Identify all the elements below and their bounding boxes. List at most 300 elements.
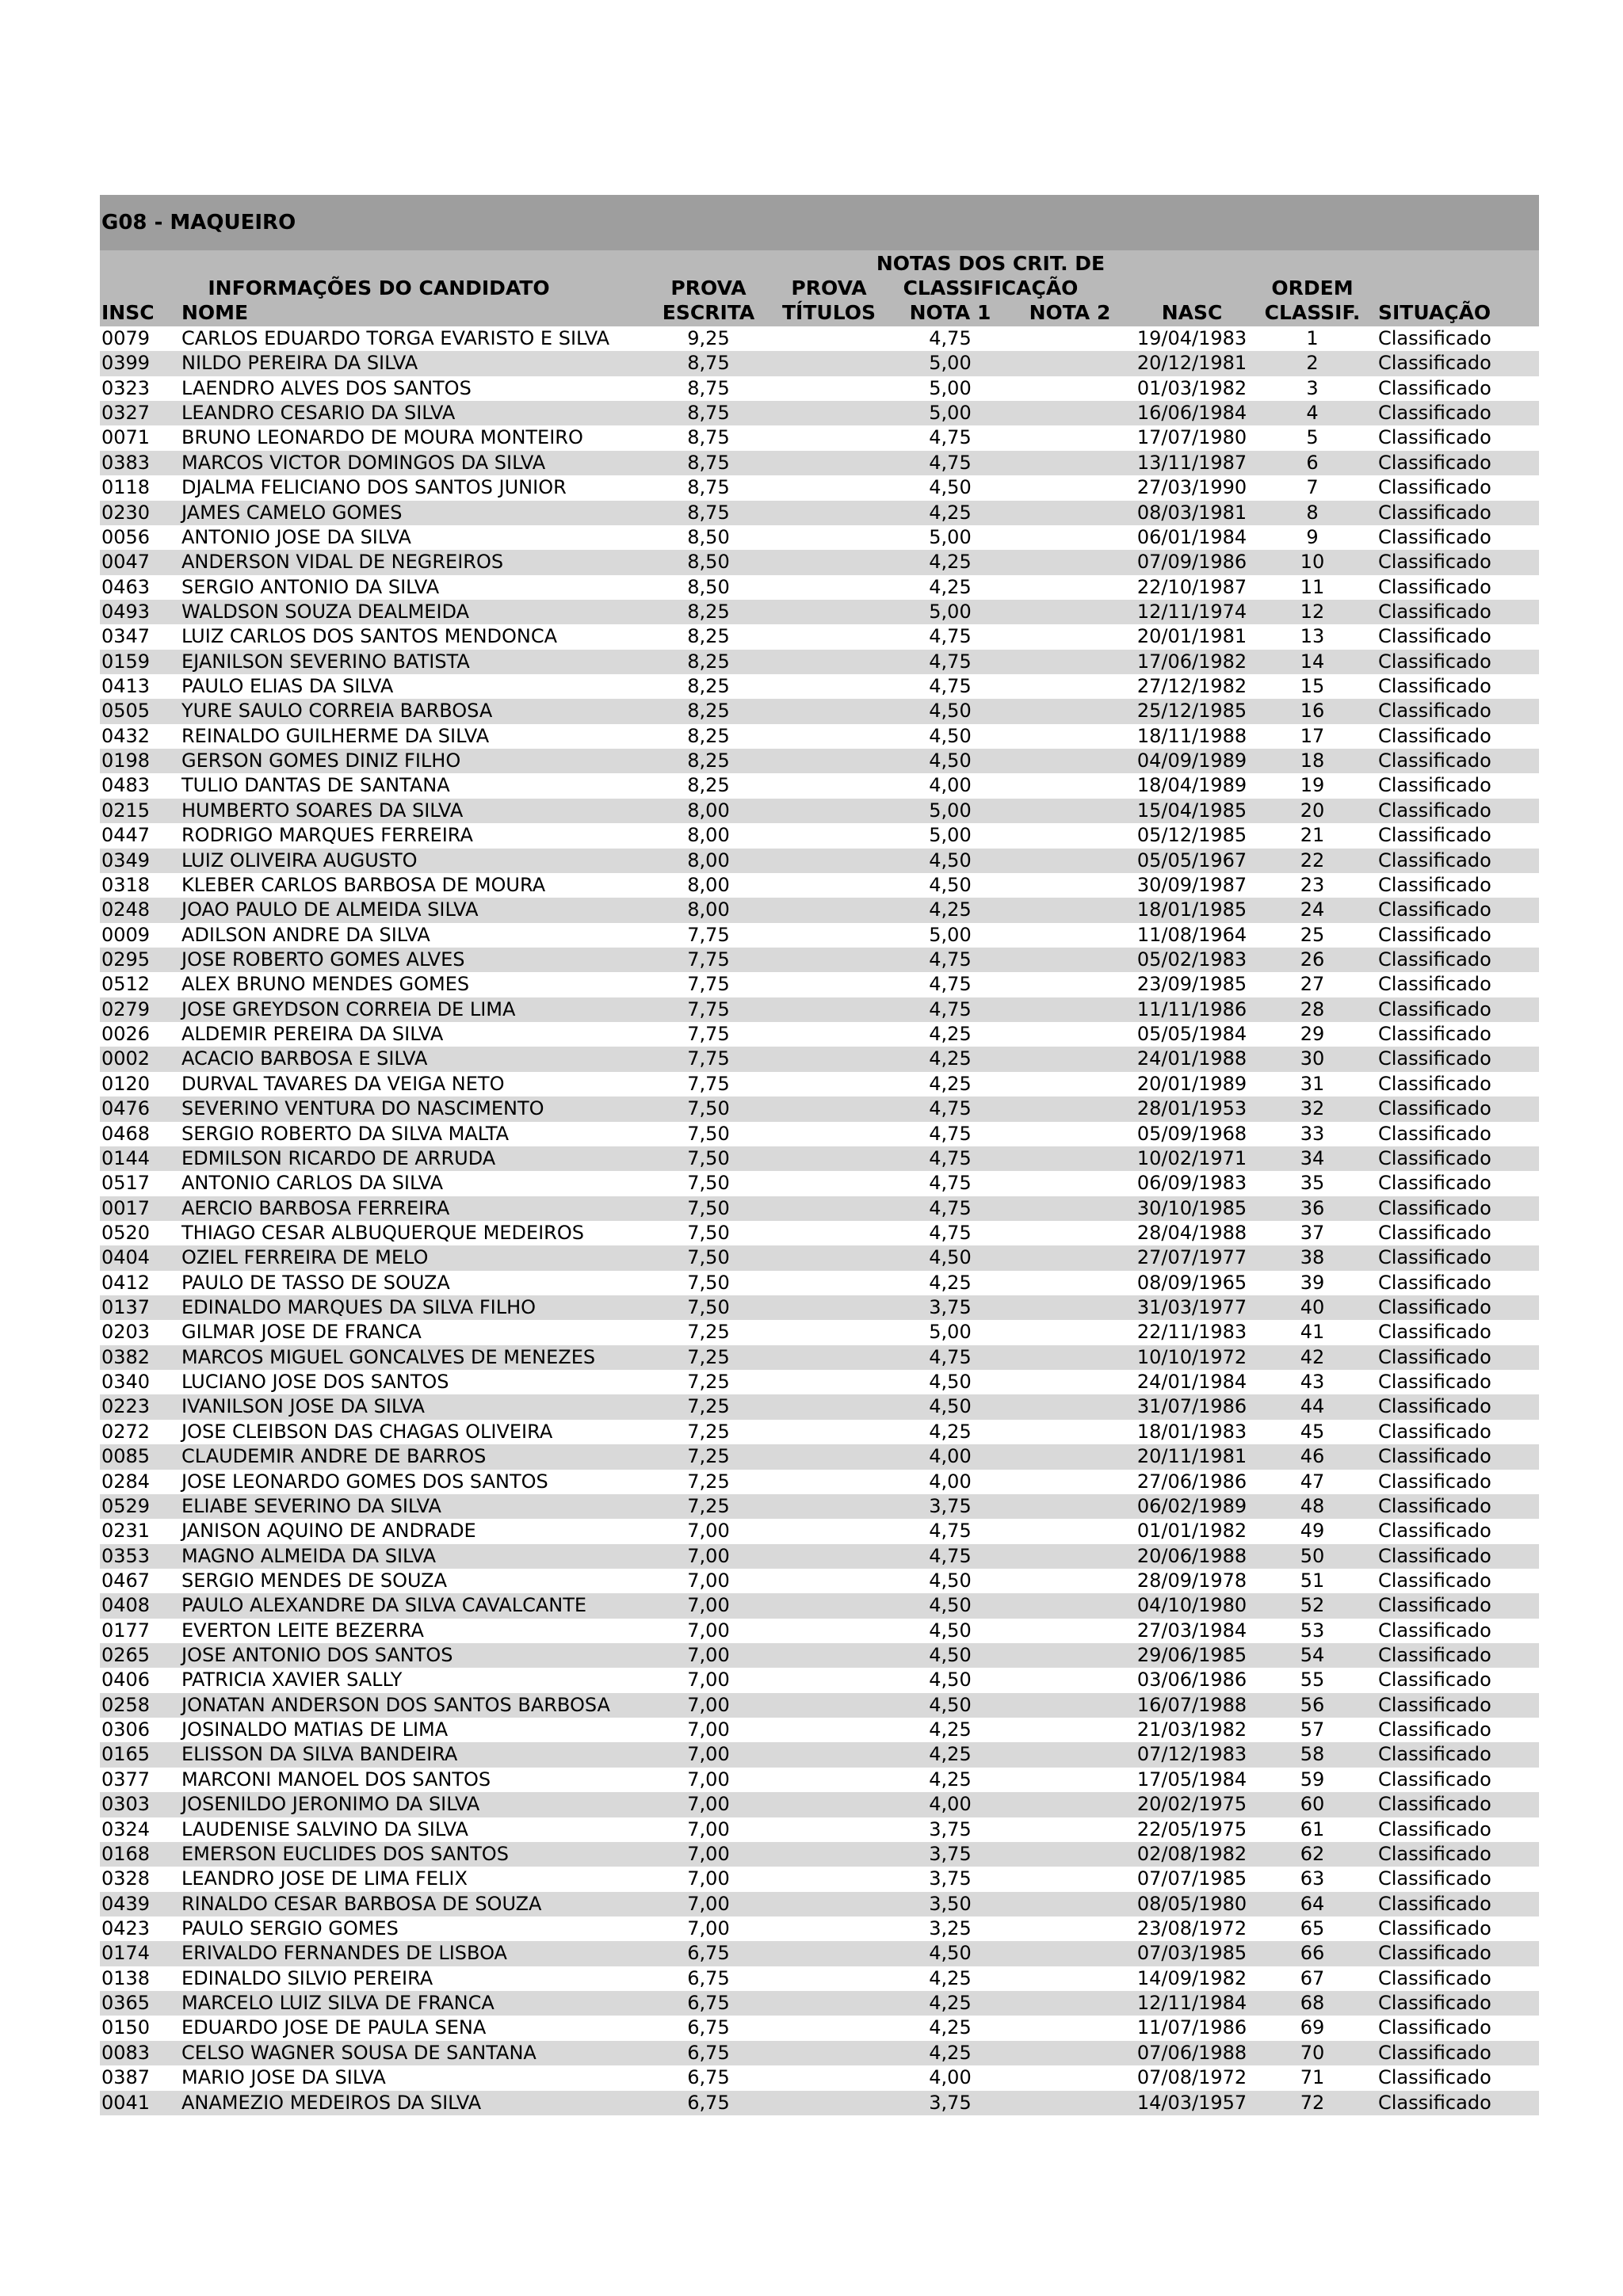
cell-situacao: Classificado xyxy=(1378,1569,1491,1592)
cell-nota1: 4,75 xyxy=(929,625,972,648)
cell-ordem-classif: 24 xyxy=(1300,898,1325,921)
cell-ordem-classif: 70 xyxy=(1300,2041,1325,2064)
cell-insc: 0295 xyxy=(101,948,151,971)
cell-nasc: 28/09/1978 xyxy=(1136,1569,1247,1592)
cell-ordem-classif: 37 xyxy=(1300,1221,1325,1244)
cell-nota1: 4,25 xyxy=(929,1271,972,1294)
cell-nome: CELSO WAGNER SOUSA DE SANTANA xyxy=(181,2041,537,2064)
cell-prova-escrita: 7,00 xyxy=(687,1718,730,1741)
cell-nasc: 27/03/1984 xyxy=(1136,1619,1247,1642)
cell-nota1: 4,75 xyxy=(929,973,972,996)
cell-ordem-classif: 20 xyxy=(1300,799,1325,822)
cell-insc: 0318 xyxy=(101,873,151,896)
cell-nota1: 4,25 xyxy=(929,1992,972,2015)
table-row xyxy=(100,451,1539,475)
cell-insc: 0137 xyxy=(101,1296,151,1319)
cell-nome: LUIZ OLIVEIRA AUGUSTO xyxy=(181,849,418,871)
cell-nota1: 4,50 xyxy=(929,1371,972,1394)
cell-insc: 0408 xyxy=(101,1594,151,1617)
cell-ordem-classif: 46 xyxy=(1300,1445,1325,1468)
cell-situacao: Classificado xyxy=(1378,898,1491,921)
cell-nota1: 3,75 xyxy=(929,1867,972,1890)
cell-nota1: 4,25 xyxy=(929,2041,972,2064)
table-row xyxy=(100,1097,1539,1121)
cell-situacao: Classificado xyxy=(1378,1047,1491,1070)
table-row xyxy=(100,948,1539,972)
cell-nasc: 14/09/1982 xyxy=(1136,1966,1247,1989)
cell-nasc: 19/04/1983 xyxy=(1136,327,1247,349)
cell-nome: IVANILSON JOSE DA SILVA xyxy=(181,1395,425,1418)
cell-nasc: 04/10/1980 xyxy=(1136,1594,1247,1617)
cell-nota1: 4,50 xyxy=(929,724,972,747)
cell-nasc: 11/11/1986 xyxy=(1136,997,1247,1020)
cell-ordem-classif: 43 xyxy=(1300,1371,1325,1394)
table-row xyxy=(100,1370,1539,1394)
cell-insc: 0047 xyxy=(101,551,151,574)
cell-prova-escrita: 7,00 xyxy=(687,1867,730,1890)
cell-ordem-classif: 64 xyxy=(1300,1892,1325,1915)
table-row xyxy=(100,1444,1539,1469)
cell-insc: 0467 xyxy=(101,1569,151,1592)
cell-situacao: Classificado xyxy=(1378,2091,1491,2114)
cell-situacao: Classificado xyxy=(1378,1842,1491,1865)
header-prova-escrita-line2: ESCRITA xyxy=(662,301,755,324)
cell-insc: 0520 xyxy=(101,1221,151,1244)
cell-nasc: 05/02/1983 xyxy=(1136,948,1247,971)
cell-situacao: Classificado xyxy=(1378,551,1491,574)
header-nome: NOME xyxy=(181,301,249,324)
table-header xyxy=(100,250,1539,326)
cell-nome: SERGIO ROBERTO DA SILVA MALTA xyxy=(181,1122,510,1145)
cell-nasc: 05/09/1968 xyxy=(1136,1122,1247,1145)
cell-insc: 0404 xyxy=(101,1246,151,1269)
cell-prova-escrita: 7,00 xyxy=(687,1892,730,1915)
table-row xyxy=(100,1221,1539,1245)
cell-nota1: 4,25 xyxy=(929,2016,972,2039)
table-row xyxy=(100,1619,1539,1643)
cell-insc: 0231 xyxy=(101,1520,151,1543)
cell-insc: 0399 xyxy=(101,352,151,375)
cell-ordem-classif: 65 xyxy=(1300,1917,1325,1939)
cell-ordem-classif: 9 xyxy=(1306,525,1319,548)
cell-insc: 0083 xyxy=(101,2041,151,2064)
cell-prova-escrita: 8,00 xyxy=(687,898,730,921)
cell-nasc: 30/09/1987 xyxy=(1136,873,1247,896)
cell-nota1: 3,25 xyxy=(929,1917,972,1939)
cell-prova-escrita: 7,00 xyxy=(687,1669,730,1691)
cell-nota1: 5,00 xyxy=(929,923,972,946)
cell-insc: 0215 xyxy=(101,799,151,822)
cell-situacao: Classificado xyxy=(1378,1892,1491,1915)
cell-ordem-classif: 47 xyxy=(1300,1470,1325,1493)
cell-nota1: 4,50 xyxy=(929,476,972,499)
cell-nome: ELISSON DA SILVA BANDEIRA xyxy=(181,1743,458,1766)
cell-nota1: 4,00 xyxy=(929,774,972,797)
cell-prova-escrita: 7,00 xyxy=(687,1569,730,1592)
cell-nota1: 4,50 xyxy=(929,873,972,896)
cell-nasc: 20/02/1975 xyxy=(1136,1793,1247,1816)
cell-nasc: 28/04/1988 xyxy=(1136,1221,1247,1244)
cell-insc: 0150 xyxy=(101,2016,151,2039)
cell-situacao: Classificado xyxy=(1378,997,1491,1020)
cell-nota1: 4,00 xyxy=(929,2066,972,2089)
cell-nota1: 4,75 xyxy=(929,1122,972,1145)
cell-nota1: 4,75 xyxy=(929,426,972,449)
cell-prova-escrita: 8,75 xyxy=(687,426,730,449)
table-row xyxy=(100,799,1539,823)
cell-prova-escrita: 8,25 xyxy=(687,675,730,698)
cell-nasc: 29/06/1985 xyxy=(1136,1644,1247,1667)
cell-insc: 0327 xyxy=(101,402,151,425)
cell-situacao: Classificado xyxy=(1378,1296,1491,1319)
cell-nome: PAULO DE TASSO DE SOUZA xyxy=(181,1271,450,1294)
table-row xyxy=(100,1320,1539,1344)
cell-nome: LEANDRO JOSE DE LIMA FELIX xyxy=(181,1867,468,1890)
cell-ordem-classif: 3 xyxy=(1306,376,1319,399)
group-title-bar xyxy=(100,195,1539,250)
cell-prova-escrita: 8,75 xyxy=(687,376,730,399)
cell-ordem-classif: 51 xyxy=(1300,1569,1325,1592)
table-row xyxy=(100,674,1539,699)
cell-ordem-classif: 62 xyxy=(1300,1842,1325,1865)
cell-nota1: 5,00 xyxy=(929,600,972,623)
cell-situacao: Classificado xyxy=(1378,1817,1491,1840)
table-row xyxy=(100,1941,1539,1966)
cell-nome: CARLOS EDUARDO TORGA EVARISTO E SILVA xyxy=(181,327,610,349)
cell-situacao: Classificado xyxy=(1378,1942,1491,1965)
cell-nasc: 08/09/1965 xyxy=(1136,1271,1247,1294)
cell-nome: OZIEL FERREIRA DE MELO xyxy=(181,1246,429,1269)
cell-nome: JONATAN ANDERSON DOS SANTOS BARBOSA xyxy=(181,1693,610,1716)
cell-nome: RINALDO CESAR BARBOSA DE SOUZA xyxy=(181,1892,542,1915)
cell-nome: EJANILSON SEVERINO BATISTA xyxy=(181,650,470,673)
cell-nota1: 5,00 xyxy=(929,1321,972,1344)
table-row xyxy=(100,1867,1539,1891)
cell-prova-escrita: 7,50 xyxy=(687,1172,730,1195)
cell-prova-escrita: 8,25 xyxy=(687,724,730,747)
table-row xyxy=(100,773,1539,798)
cell-situacao: Classificado xyxy=(1378,1743,1491,1766)
cell-prova-escrita: 8,25 xyxy=(687,700,730,723)
cell-nota1: 4,25 xyxy=(929,501,972,524)
cell-prova-escrita: 7,75 xyxy=(687,923,730,946)
cell-ordem-classif: 71 xyxy=(1300,2066,1325,2089)
cell-nota1: 3,75 xyxy=(929,1296,972,1319)
cell-nome: DJALMA FELICIANO DOS SANTOS JUNIOR xyxy=(181,476,567,499)
table-row xyxy=(100,2065,1539,2090)
cell-nasc: 17/05/1984 xyxy=(1136,1768,1247,1791)
cell-nome: LAENDRO ALVES DOS SANTOS xyxy=(181,376,472,399)
cell-nome: RODRIGO MARQUES FERREIRA xyxy=(181,824,473,847)
cell-nome: JOSINALDO MATIAS DE LIMA xyxy=(181,1718,449,1741)
table-row xyxy=(100,351,1539,376)
cell-nota1: 4,50 xyxy=(929,1942,972,1965)
cell-situacao: Classificado xyxy=(1378,849,1491,871)
cell-nome: TULIO DANTAS DE SANTANA xyxy=(181,774,450,797)
cell-nasc: 07/09/1986 xyxy=(1136,551,1247,574)
cell-insc: 0071 xyxy=(101,426,151,449)
cell-prova-escrita: 7,00 xyxy=(687,1594,730,1617)
cell-nome: GERSON GOMES DINIZ FILHO xyxy=(181,749,461,772)
cell-nota1: 4,75 xyxy=(929,327,972,349)
cell-ordem-classif: 17 xyxy=(1300,724,1325,747)
cell-nasc: 24/01/1988 xyxy=(1136,1047,1247,1070)
cell-nasc: 22/10/1987 xyxy=(1136,575,1247,598)
cell-nome: ANTONIO CARLOS DA SILVA xyxy=(181,1172,444,1195)
cell-prova-escrita: 7,75 xyxy=(687,948,730,971)
cell-insc: 0284 xyxy=(101,1470,151,1493)
cell-nome: REINALDO GUILHERME DA SILVA xyxy=(181,724,490,747)
cell-nome: MARIO JOSE DA SILVA xyxy=(181,2066,386,2089)
cell-situacao: Classificado xyxy=(1378,1172,1491,1195)
cell-situacao: Classificado xyxy=(1378,402,1491,425)
table-row xyxy=(100,2041,1539,2065)
cell-nome: PAULO ELIAS DA SILVA xyxy=(181,675,394,698)
header-nasc: NASC xyxy=(1161,301,1223,324)
header-nota1: NOTA 1 xyxy=(909,301,991,324)
cell-insc: 0159 xyxy=(101,650,151,673)
cell-nome: JOSENILDO JERONIMO DA SILVA xyxy=(181,1793,480,1816)
table-row xyxy=(100,475,1539,500)
cell-nota1: 4,75 xyxy=(929,1146,972,1169)
cell-nasc: 21/03/1982 xyxy=(1136,1718,1247,1741)
cell-nome: EDINALDO MARQUES DA SILVA FILHO xyxy=(181,1296,537,1319)
cell-prova-escrita: 6,75 xyxy=(687,2091,730,2114)
cell-nasc: 06/01/1984 xyxy=(1136,525,1247,548)
cell-nasc: 07/06/1988 xyxy=(1136,2041,1247,2064)
cell-nota1: 4,00 xyxy=(929,1793,972,1816)
cell-prova-escrita: 7,25 xyxy=(687,1371,730,1394)
cell-situacao: Classificado xyxy=(1378,1992,1491,2015)
cell-nasc: 02/08/1982 xyxy=(1136,1842,1247,1865)
cell-nome: ELIABE SEVERINO DA SILVA xyxy=(181,1494,441,1517)
cell-prova-escrita: 6,75 xyxy=(687,2066,730,2089)
cell-situacao: Classificado xyxy=(1378,749,1491,772)
cell-prova-escrita: 7,50 xyxy=(687,1221,730,1244)
cell-nome: YURE SAULO CORREIA BARBOSA xyxy=(181,700,493,723)
cell-ordem-classif: 25 xyxy=(1300,923,1325,946)
table-row xyxy=(100,823,1539,848)
cell-insc: 0120 xyxy=(101,1072,151,1095)
cell-nome: PAULO ALEXANDRE DA SILVA CAVALCANTE xyxy=(181,1594,587,1617)
cell-insc: 0203 xyxy=(101,1321,151,1344)
table-row xyxy=(100,501,1539,525)
cell-nasc: 12/11/1974 xyxy=(1136,600,1247,623)
cell-nasc: 27/07/1977 xyxy=(1136,1246,1247,1269)
table-row xyxy=(100,1470,1539,1494)
cell-nota1: 4,75 xyxy=(929,1172,972,1195)
cell-nasc: 08/03/1981 xyxy=(1136,501,1247,524)
cell-nota1: 4,00 xyxy=(929,1445,972,1468)
cell-ordem-classif: 50 xyxy=(1300,1544,1325,1567)
cell-insc: 0303 xyxy=(101,1793,151,1816)
cell-nasc: 07/07/1985 xyxy=(1136,1867,1247,1890)
cell-ordem-classif: 14 xyxy=(1300,650,1325,673)
cell-ordem-classif: 63 xyxy=(1300,1867,1325,1890)
table-row xyxy=(100,575,1539,600)
cell-nome: WALDSON SOUZA DEALMEIDA xyxy=(181,600,470,623)
cell-nome: EMERSON EUCLIDES DOS SANTOS xyxy=(181,1842,509,1865)
cell-nota1: 4,50 xyxy=(929,849,972,871)
table-row xyxy=(100,923,1539,948)
table-row xyxy=(100,997,1539,1022)
cell-ordem-classif: 69 xyxy=(1300,2016,1325,2039)
cell-situacao: Classificado xyxy=(1378,625,1491,648)
table-row xyxy=(100,1569,1539,1593)
cell-insc: 0463 xyxy=(101,575,151,598)
cell-nota1: 5,00 xyxy=(929,525,972,548)
cell-nota1: 4,25 xyxy=(929,575,972,598)
cell-nota1: 4,75 xyxy=(929,997,972,1020)
cell-prova-escrita: 8,50 xyxy=(687,551,730,574)
table-row xyxy=(100,1146,1539,1171)
cell-ordem-classif: 57 xyxy=(1300,1718,1325,1741)
cell-ordem-classif: 41 xyxy=(1300,1321,1325,1344)
cell-nasc: 10/02/1971 xyxy=(1136,1146,1247,1169)
cell-nasc: 18/11/1988 xyxy=(1136,724,1247,747)
cell-nome: LUCIANO JOSE DOS SANTOS xyxy=(181,1371,449,1394)
cell-ordem-classif: 44 xyxy=(1300,1395,1325,1418)
cell-nota1: 4,50 xyxy=(929,1246,972,1269)
cell-situacao: Classificado xyxy=(1378,1669,1491,1691)
cell-prova-escrita: 7,00 xyxy=(687,1917,730,1939)
cell-nome: ANDERSON VIDAL DE NEGREIROS xyxy=(181,551,504,574)
cell-ordem-classif: 28 xyxy=(1300,997,1325,1020)
cell-insc: 0168 xyxy=(101,1842,151,1865)
cell-nota1: 5,00 xyxy=(929,824,972,847)
cell-nome: NILDO PEREIRA DA SILVA xyxy=(181,352,418,375)
header-insc: INSC xyxy=(101,301,155,324)
cell-ordem-classif: 53 xyxy=(1300,1619,1325,1642)
cell-nasc: 10/10/1972 xyxy=(1136,1345,1247,1368)
table-row xyxy=(100,2016,1539,2040)
cell-nota1: 4,00 xyxy=(929,1470,972,1493)
cell-situacao: Classificado xyxy=(1378,1146,1491,1169)
cell-nota1: 5,00 xyxy=(929,402,972,425)
cell-nome: ANTONIO JOSE DA SILVA xyxy=(181,525,411,548)
cell-prova-escrita: 7,00 xyxy=(687,1842,730,1865)
cell-nome: KLEBER CARLOS BARBOSA DE MOURA xyxy=(181,873,546,896)
cell-nota1: 4,75 xyxy=(929,1097,972,1120)
table-row xyxy=(100,1519,1539,1543)
cell-prova-escrita: 6,75 xyxy=(687,2041,730,2064)
cell-insc: 0476 xyxy=(101,1097,151,1120)
cell-situacao: Classificado xyxy=(1378,1072,1491,1095)
cell-ordem-classif: 31 xyxy=(1300,1072,1325,1095)
cell-situacao: Classificado xyxy=(1378,1917,1491,1939)
table-row xyxy=(100,1892,1539,1917)
cell-prova-escrita: 7,75 xyxy=(687,1047,730,1070)
cell-situacao: Classificado xyxy=(1378,1445,1491,1468)
cell-nome: HUMBERTO SOARES DA SILVA xyxy=(181,799,464,822)
cell-insc: 0340 xyxy=(101,1371,151,1394)
cell-ordem-classif: 38 xyxy=(1300,1246,1325,1269)
cell-nasc: 05/05/1984 xyxy=(1136,1023,1247,1046)
cell-nota1: 4,75 xyxy=(929,675,972,698)
cell-nasc: 30/10/1985 xyxy=(1136,1196,1247,1219)
cell-nota1: 3,75 xyxy=(929,1842,972,1865)
cell-nome: EVERTON LEITE BEZERRA xyxy=(181,1619,424,1642)
cell-nota1: 3,75 xyxy=(929,2091,972,2114)
cell-situacao: Classificado xyxy=(1378,2041,1491,2064)
cell-situacao: Classificado xyxy=(1378,724,1491,747)
cell-nome: MARCONI MANOEL DOS SANTOS xyxy=(181,1768,491,1791)
cell-prova-escrita: 7,00 xyxy=(687,1544,730,1567)
cell-insc: 0306 xyxy=(101,1718,151,1741)
cell-ordem-classif: 72 xyxy=(1300,2091,1325,2114)
cell-nome: MAGNO ALMEIDA DA SILVA xyxy=(181,1544,437,1567)
cell-insc: 0041 xyxy=(101,2091,151,2114)
cell-prova-escrita: 8,25 xyxy=(687,650,730,673)
cell-nome: CLAUDEMIR ANDRE DE BARROS xyxy=(181,1445,487,1468)
cell-prova-escrita: 7,25 xyxy=(687,1420,730,1443)
cell-ordem-classif: 54 xyxy=(1300,1644,1325,1667)
cell-situacao: Classificado xyxy=(1378,1321,1491,1344)
cell-nome: SEVERINO VENTURA DO NASCIMENTO xyxy=(181,1097,544,1120)
table-row xyxy=(100,1047,1539,1071)
cell-prova-escrita: 7,50 xyxy=(687,1146,730,1169)
cell-nome: PATRICIA XAVIER SALLY xyxy=(181,1669,403,1691)
cell-ordem-classif: 21 xyxy=(1300,824,1325,847)
cell-nome: JOSE CLEIBSON DAS CHAGAS OLIVEIRA xyxy=(181,1420,553,1443)
cell-situacao: Classificado xyxy=(1378,2016,1491,2039)
cell-nota1: 4,50 xyxy=(929,1569,972,1592)
cell-nome: EDINALDO SILVIO PEREIRA xyxy=(181,1966,433,1989)
cell-nasc: 18/01/1983 xyxy=(1136,1420,1247,1443)
cell-situacao: Classificado xyxy=(1378,700,1491,723)
cell-ordem-classif: 68 xyxy=(1300,1992,1325,2015)
cell-nasc: 23/09/1985 xyxy=(1136,973,1247,996)
cell-situacao: Classificado xyxy=(1378,451,1491,474)
cell-nome: ANAMEZIO MEDEIROS DA SILVA xyxy=(181,2091,482,2114)
cell-ordem-classif: 18 xyxy=(1300,749,1325,772)
cell-nasc: 17/06/1982 xyxy=(1136,650,1247,673)
table-row xyxy=(100,1966,1539,1991)
table-row xyxy=(100,1643,1539,1668)
cell-situacao: Classificado xyxy=(1378,1345,1491,1368)
table-row xyxy=(100,401,1539,425)
cell-ordem-classif: 52 xyxy=(1300,1594,1325,1617)
table-row xyxy=(100,972,1539,997)
cell-situacao: Classificado xyxy=(1378,1271,1491,1294)
table-row xyxy=(100,1668,1539,1692)
cell-ordem-classif: 66 xyxy=(1300,1942,1325,1965)
cell-nasc: 07/03/1985 xyxy=(1136,1942,1247,1965)
cell-nota1: 4,75 xyxy=(929,1221,972,1244)
cell-prova-escrita: 9,25 xyxy=(687,327,730,349)
header-ordem-line1: ORDEM xyxy=(1271,277,1354,299)
cell-nome: ALEX BRUNO MENDES GOMES xyxy=(181,973,470,996)
cell-nota1: 3,50 xyxy=(929,1892,972,1915)
cell-nome: ADILSON ANDRE DA SILVA xyxy=(181,923,430,946)
cell-insc: 0002 xyxy=(101,1047,151,1070)
cell-nasc: 04/09/1989 xyxy=(1136,749,1247,772)
cell-prova-escrita: 6,75 xyxy=(687,2016,730,2039)
table-body xyxy=(100,326,1539,2115)
cell-prova-escrita: 7,25 xyxy=(687,1470,730,1493)
cell-insc: 0328 xyxy=(101,1867,151,1890)
table-row xyxy=(100,1394,1539,1419)
cell-insc: 0279 xyxy=(101,997,151,1020)
cell-insc: 0387 xyxy=(101,2066,151,2089)
cell-prova-escrita: 7,00 xyxy=(687,1693,730,1716)
cell-insc: 0009 xyxy=(101,923,151,946)
cell-nota1: 4,25 xyxy=(929,1072,972,1095)
cell-prova-escrita: 8,50 xyxy=(687,525,730,548)
cell-prova-escrita: 8,50 xyxy=(687,575,730,598)
header-prova-escrita-line1: PROVA xyxy=(670,277,747,299)
cell-nome: JOSE LEONARDO GOMES DOS SANTOS xyxy=(181,1470,548,1493)
